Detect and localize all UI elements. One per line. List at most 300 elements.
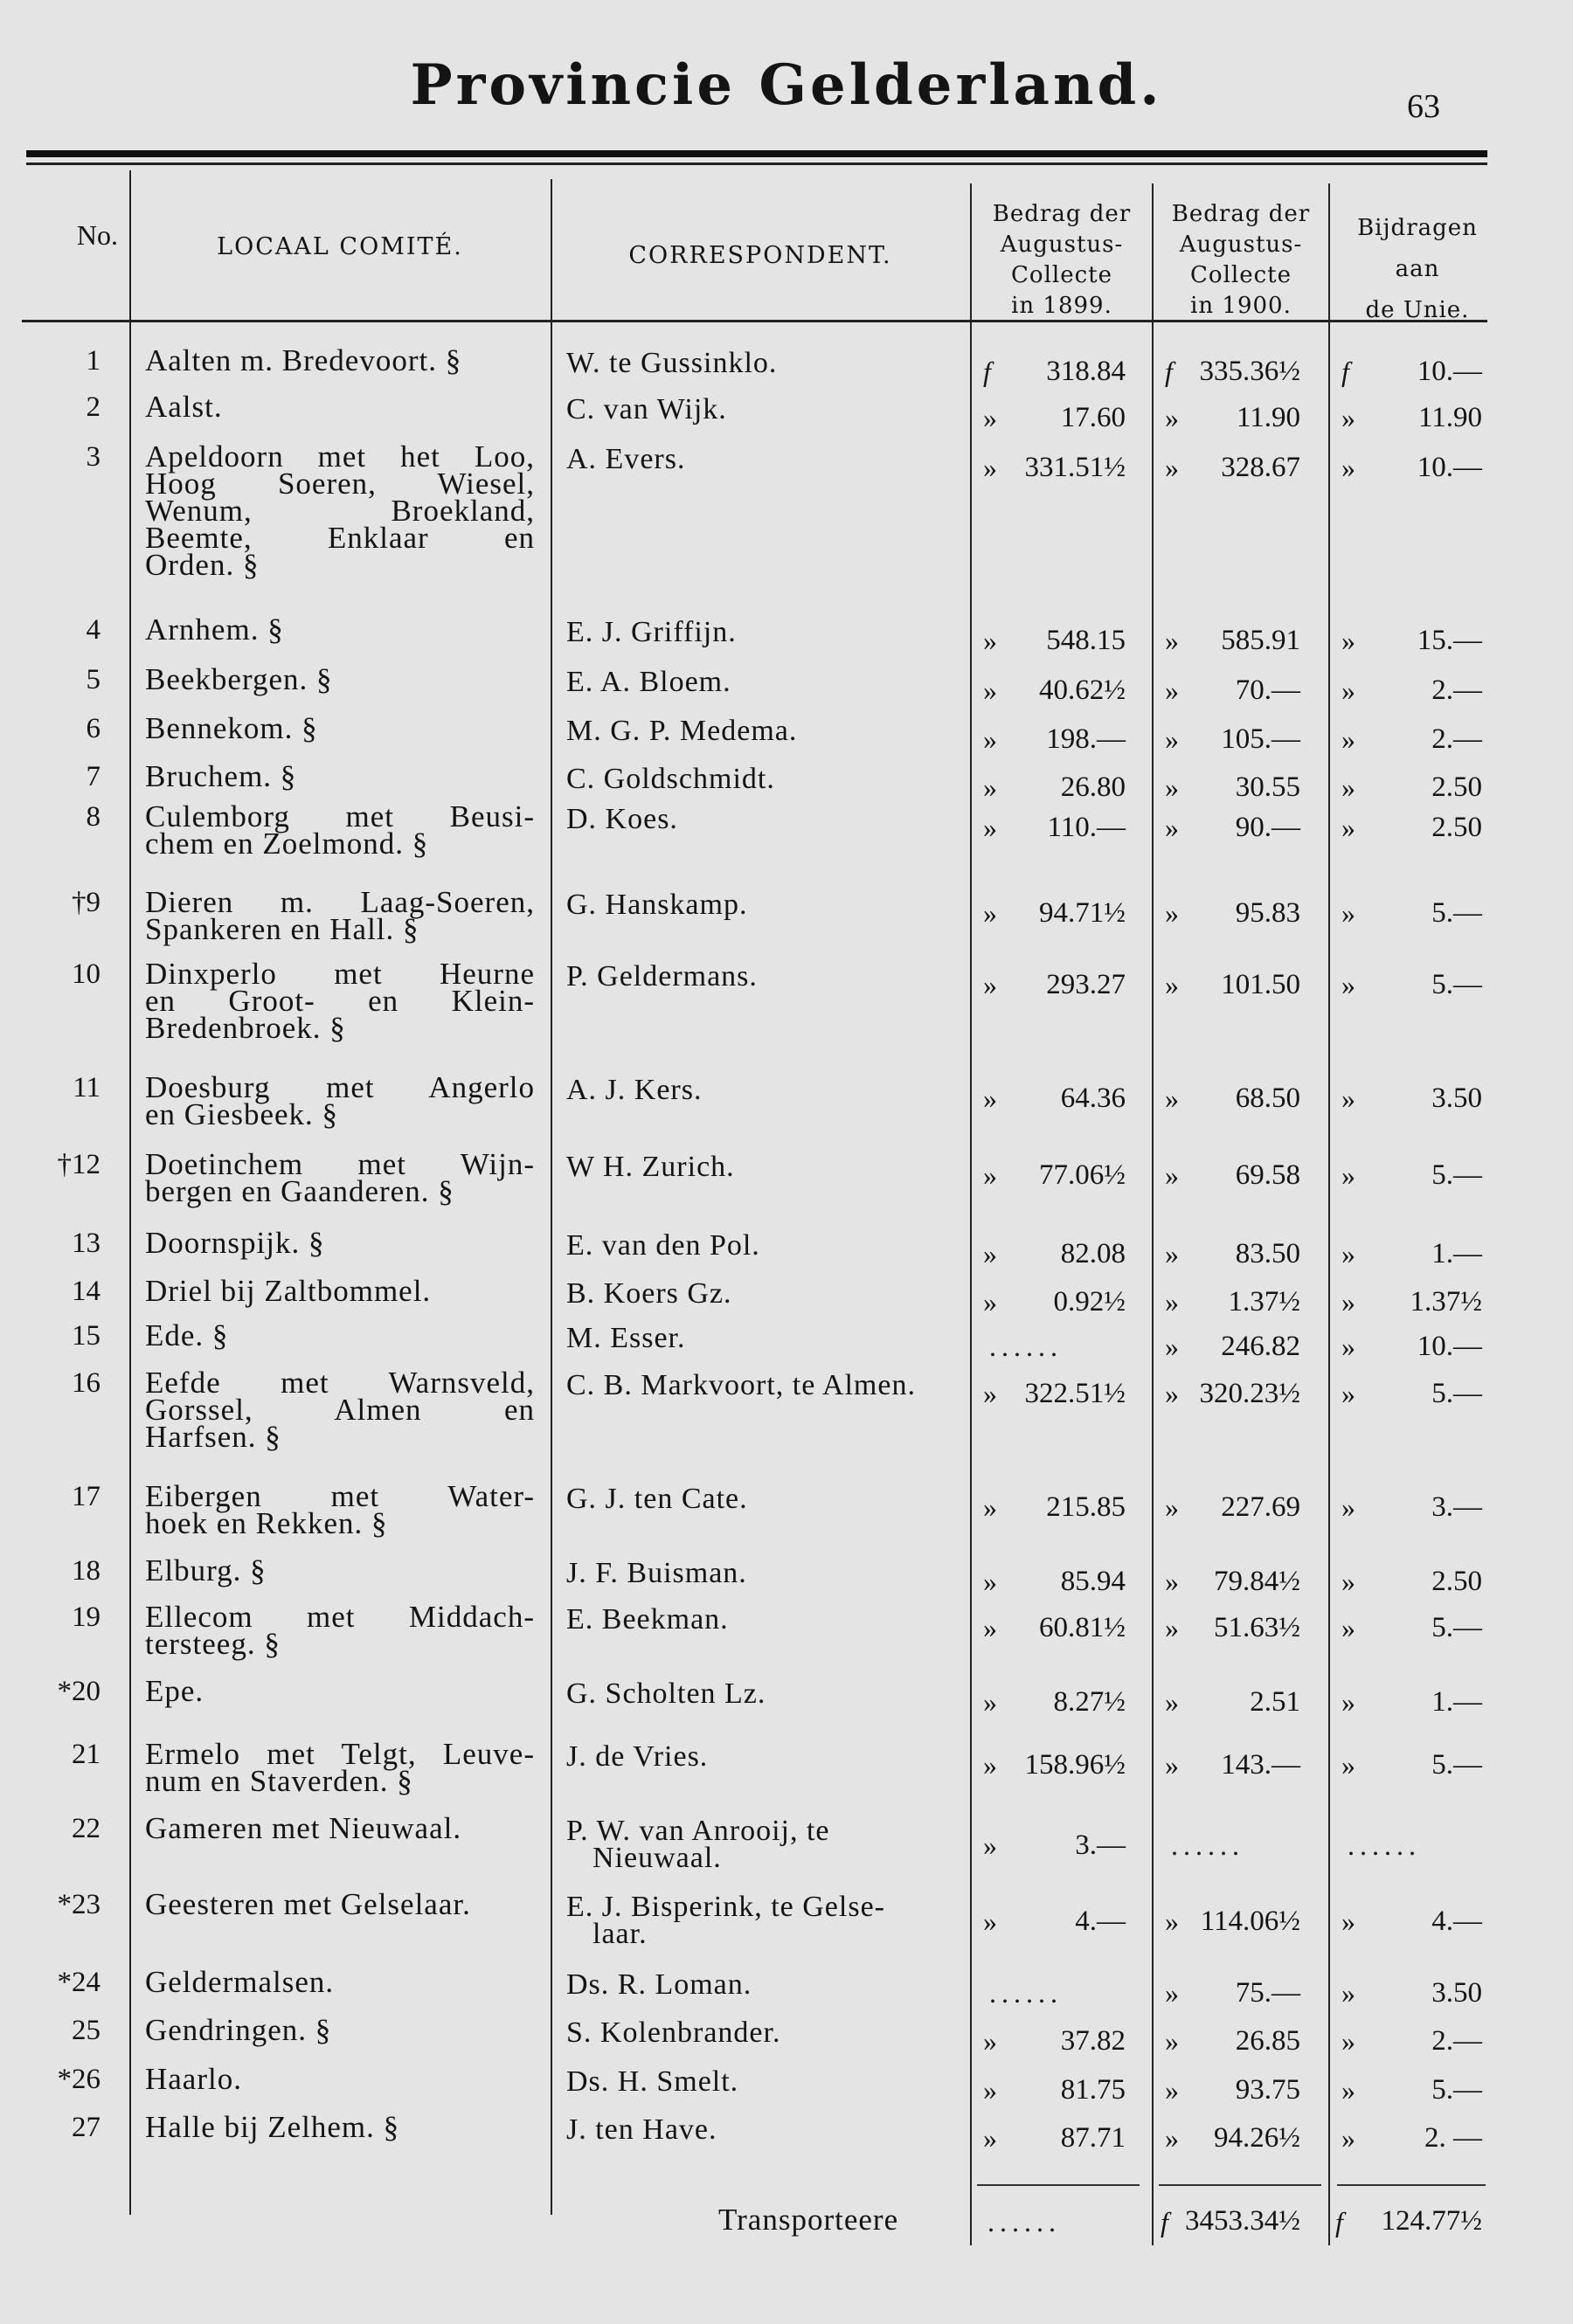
comite-line: Apeldoorn met het Loo, bbox=[145, 439, 535, 474]
currency-1900: » bbox=[1165, 625, 1179, 656]
row-number: 14 bbox=[72, 1276, 100, 1307]
comite-line: Culemborg met Beusi- bbox=[145, 799, 535, 833]
currency-1899: » bbox=[983, 1238, 997, 1269]
currency-unie: » bbox=[1341, 2122, 1355, 2154]
amount-unie: 5.— bbox=[1431, 1749, 1482, 1781]
correspondent-name bbox=[566, 715, 951, 747]
currency-1900: » bbox=[1165, 1906, 1179, 1937]
currency-unie: » bbox=[1341, 2074, 1355, 2106]
correspondent-name bbox=[566, 443, 951, 475]
correspondent-line: M. G. P. Medema. bbox=[566, 715, 798, 747]
amount-unie: 5.— bbox=[1431, 1378, 1482, 1409]
correspondent-line: E. Beekman. bbox=[566, 1603, 729, 1636]
correspondent-name bbox=[566, 2065, 951, 2098]
currency-1900: » bbox=[1165, 1378, 1179, 1409]
header-1900-line: in 1900. bbox=[1190, 293, 1292, 319]
currency-unie: » bbox=[1341, 625, 1355, 656]
currency-1900: » bbox=[1165, 1286, 1179, 1318]
comite-name bbox=[145, 1274, 535, 1308]
correspondent-line: E. van den Pol. bbox=[566, 1229, 760, 1262]
comite-name bbox=[145, 1965, 535, 1999]
comite-line: hoek en Rekken. § bbox=[145, 1506, 388, 1540]
amount-unie: 2.50 bbox=[1431, 771, 1482, 803]
comite-line: Epe. bbox=[145, 1674, 204, 1708]
amount-1899: 82.08 bbox=[1060, 1238, 1126, 1269]
amount-1900: ...... bbox=[1171, 1829, 1244, 1861]
amount-1899: 81.75 bbox=[1060, 2074, 1126, 2106]
comite-line: Halle bij Zelhem. § bbox=[145, 2110, 400, 2144]
transport-label: Transporteere bbox=[718, 2203, 899, 2237]
currency-1900: » bbox=[1165, 1159, 1179, 1191]
comite-name bbox=[145, 1600, 535, 1661]
column-divider bbox=[129, 170, 131, 2215]
correspondent-name bbox=[566, 1229, 951, 1262]
currency-unie: f bbox=[1341, 356, 1349, 387]
currency-unie: » bbox=[1341, 2025, 1355, 2057]
total-unie-currency: f bbox=[1335, 2206, 1343, 2238]
comite-line: Aalten m. Bredevoort. § bbox=[145, 343, 462, 377]
comite-name bbox=[145, 1147, 535, 1208]
comite-name bbox=[145, 612, 535, 647]
currency-1899: » bbox=[983, 1686, 997, 1718]
header-1899-line: Augustus- bbox=[1000, 232, 1124, 258]
currency-1900: » bbox=[1165, 2122, 1179, 2154]
currency-1899: » bbox=[983, 452, 997, 483]
row-number: *26 bbox=[57, 2064, 100, 2095]
row-number: †9 bbox=[72, 887, 100, 918]
amount-1900: 246.82 bbox=[1221, 1331, 1300, 1362]
row-number: 8 bbox=[86, 801, 100, 833]
comite-line: Spankeren en Hall. § bbox=[145, 912, 419, 946]
page-number: 63 bbox=[1407, 88, 1440, 125]
currency-1899: » bbox=[983, 1286, 997, 1318]
currency-unie: » bbox=[1341, 1331, 1355, 1362]
header-bijdragen-line: de Unie. bbox=[1365, 297, 1470, 323]
amount-unie: 3.— bbox=[1431, 1491, 1482, 1523]
currency-1899: » bbox=[983, 1829, 997, 1861]
currency-1900: » bbox=[1165, 402, 1179, 433]
currency-unie: » bbox=[1341, 897, 1355, 929]
amount-unie: 5.— bbox=[1431, 1612, 1482, 1643]
currency-1899: » bbox=[983, 969, 997, 1000]
correspondent-line: D. Koes. bbox=[566, 803, 678, 835]
currency-unie: » bbox=[1341, 452, 1355, 483]
amount-1899: 94.71½ bbox=[1039, 897, 1126, 929]
top-rule bbox=[26, 150, 1487, 157]
comite-name bbox=[145, 439, 535, 582]
comite-line: Harfsen. § bbox=[145, 1420, 281, 1454]
correspondent-name bbox=[566, 1891, 951, 1950]
correspondent-line: S. Kolenbrander. bbox=[566, 2016, 781, 2049]
currency-unie: » bbox=[1341, 1612, 1355, 1643]
correspondent-line: C. B. Markvoort, te Almen. bbox=[566, 1369, 916, 1401]
comite-name bbox=[145, 662, 535, 696]
amount-1899: ...... bbox=[989, 1977, 1063, 2009]
row-number: 3 bbox=[86, 441, 100, 473]
total-unie: 124.77½ bbox=[1381, 2205, 1482, 2237]
amount-1899: ...... bbox=[989, 1331, 1063, 1362]
comite-name bbox=[145, 711, 535, 745]
correspondent-line: M. Esser. bbox=[566, 1322, 686, 1354]
amount-1900: 83.50 bbox=[1235, 1238, 1300, 1269]
column-divider bbox=[1328, 183, 1330, 2245]
correspondent-name bbox=[566, 1677, 951, 1710]
amount-1899: 198.— bbox=[1046, 723, 1126, 755]
currency-1900: » bbox=[1165, 812, 1179, 843]
correspondent-line: E. A. Bloem. bbox=[566, 666, 731, 698]
correspondent-line: C. Goldschmidt. bbox=[566, 763, 775, 795]
amount-unie: 10.— bbox=[1417, 356, 1482, 387]
header-bijdragen-line: Bijdragen bbox=[1357, 215, 1478, 241]
correspondent-name bbox=[566, 889, 951, 921]
total-1900: 3453.34½ bbox=[1185, 2205, 1300, 2237]
comite-name bbox=[145, 2013, 535, 2047]
amount-unie: 11.90 bbox=[1417, 402, 1482, 433]
currency-unie: » bbox=[1341, 1286, 1355, 1318]
amount-unie: 2.— bbox=[1431, 723, 1482, 755]
amount-1900: 93.75 bbox=[1235, 2074, 1300, 2106]
comite-line: Bredenbroek. § bbox=[145, 1011, 346, 1045]
header-bijdragen bbox=[1330, 208, 1505, 331]
amount-unie: 5.— bbox=[1431, 969, 1482, 1000]
correspondent-line: G. Scholten Lz. bbox=[566, 1677, 766, 1710]
amount-unie: 2.50 bbox=[1431, 1566, 1482, 1597]
row-number: 6 bbox=[86, 713, 100, 744]
currency-1900: » bbox=[1165, 1238, 1179, 1269]
currency-unie: » bbox=[1341, 1749, 1355, 1781]
amount-1900: 26.85 bbox=[1235, 2025, 1300, 2057]
currency-1900: » bbox=[1165, 1331, 1179, 1362]
page-title: Provincie Gelderland. bbox=[410, 52, 1163, 118]
amount-1899: 87.71 bbox=[1060, 2122, 1126, 2154]
amount-1899: 110.— bbox=[1047, 812, 1126, 843]
amount-1900: 227.69 bbox=[1221, 1491, 1300, 1523]
currency-unie: » bbox=[1341, 402, 1355, 433]
correspondent-line: G. Hanskamp. bbox=[566, 889, 748, 921]
correspondent-line: Ds. H. Smelt. bbox=[566, 2065, 739, 2098]
amount-unie: ...... bbox=[1348, 1829, 1421, 1861]
total-1899: ...... bbox=[987, 2206, 1061, 2238]
comite-line: Eibergen met Water- bbox=[145, 1479, 535, 1513]
row-number: 21 bbox=[72, 1739, 100, 1770]
currency-1900: » bbox=[1165, 1082, 1179, 1114]
correspondent-line: Nieuwaal. bbox=[592, 1842, 722, 1874]
amount-1900: 114.06½ bbox=[1200, 1906, 1300, 1937]
correspondent-name bbox=[566, 393, 951, 425]
comite-line: Gameren met Nieuwaal. bbox=[145, 1811, 462, 1845]
correspondent-line: W. te Gussinklo. bbox=[566, 347, 778, 379]
header-comite: LOCAAL COMITÉ. bbox=[217, 233, 463, 260]
header-1899-line: Bedrag der bbox=[992, 201, 1132, 227]
amount-1899: 64.36 bbox=[1060, 1082, 1126, 1114]
currency-1899: » bbox=[983, 674, 997, 706]
comite-line: Arnhem. § bbox=[145, 612, 284, 647]
amount-unie: 2.— bbox=[1431, 2025, 1482, 2057]
comite-name bbox=[145, 1737, 535, 1798]
correspondent-line: A. Evers. bbox=[566, 443, 686, 475]
comite-name bbox=[145, 1479, 535, 1540]
amount-1899: 322.51½ bbox=[1024, 1378, 1126, 1409]
column-divider bbox=[970, 183, 972, 2245]
correspondent-name bbox=[566, 1557, 951, 1589]
comite-line: en Groot- en Klein- bbox=[145, 984, 535, 1018]
currency-unie: » bbox=[1341, 1378, 1355, 1409]
correspondent-name bbox=[566, 1968, 951, 2001]
header-correspondent: CORRESPONDENT. bbox=[628, 242, 892, 269]
amount-1899: 4.— bbox=[1075, 1906, 1126, 1937]
comite-line: Aalst. bbox=[145, 390, 223, 424]
comite-name bbox=[145, 957, 535, 1045]
correspondent-name bbox=[566, 349, 951, 377]
amount-1899: 60.81½ bbox=[1039, 1612, 1126, 1643]
amount-1900: 95.83 bbox=[1235, 897, 1300, 929]
currency-1899: » bbox=[983, 1491, 997, 1523]
currency-unie: » bbox=[1341, 1977, 1355, 2009]
row-number: *20 bbox=[57, 1676, 100, 1707]
currency-1899: » bbox=[983, 723, 997, 755]
currency-1900: » bbox=[1165, 1612, 1179, 1643]
comite-line: Doetinchem met Wijn- bbox=[145, 1147, 535, 1181]
correspondent-name bbox=[566, 2113, 951, 2146]
row-number: *24 bbox=[57, 1967, 100, 1998]
currency-1899: » bbox=[983, 812, 997, 843]
amount-1900: 90.— bbox=[1235, 812, 1300, 843]
currency-1899: » bbox=[983, 1906, 997, 1937]
header-1900-line: Collecte bbox=[1190, 262, 1292, 288]
correspondent-name bbox=[566, 1740, 951, 1773]
amount-1899: 158.96½ bbox=[1024, 1749, 1126, 1781]
amount-1899: 293.27 bbox=[1046, 969, 1126, 1000]
row-number: 22 bbox=[72, 1813, 100, 1844]
row-number: 10 bbox=[72, 958, 100, 990]
comite-name bbox=[145, 1887, 535, 1921]
currency-1899: » bbox=[983, 625, 997, 656]
total-rule-unie bbox=[1337, 2184, 1486, 2186]
comite-line: Geldermalsen. bbox=[145, 1965, 335, 1999]
comite-line: Eefde met Warnsveld, bbox=[145, 1366, 535, 1400]
currency-unie: » bbox=[1341, 1491, 1355, 1523]
correspondent-name bbox=[566, 1322, 951, 1354]
comite-line: bergen en Gaanderen. § bbox=[145, 1174, 454, 1208]
currency-1899: » bbox=[983, 2074, 997, 2106]
comite-name bbox=[145, 343, 535, 377]
correspondent-name bbox=[566, 1369, 951, 1401]
row-number: 13 bbox=[72, 1228, 100, 1259]
amount-1899: 331.51½ bbox=[1024, 452, 1126, 483]
amount-1900: 11.90 bbox=[1236, 402, 1300, 433]
amount-1900: 328.67 bbox=[1221, 452, 1300, 483]
amount-1900: 585.91 bbox=[1221, 625, 1300, 656]
correspondent-line: E. J. Griffijn. bbox=[566, 616, 737, 648]
currency-unie: » bbox=[1341, 674, 1355, 706]
row-number: 1 bbox=[86, 345, 100, 377]
correspondent-line: Ds. R. Loman. bbox=[566, 1968, 752, 2001]
comite-line: Bruchem. § bbox=[145, 759, 297, 793]
comite-line: tersteeg. § bbox=[145, 1627, 281, 1661]
amount-unie: 4.— bbox=[1431, 1906, 1482, 1937]
header-bijdragen-line: aan bbox=[1395, 256, 1440, 282]
comite-line: Bennekom. § bbox=[145, 711, 318, 745]
correspondent-name bbox=[566, 960, 951, 993]
amount-unie: 3.50 bbox=[1431, 1977, 1482, 2009]
currency-1900: » bbox=[1165, 969, 1179, 1000]
currency-1900: » bbox=[1165, 1749, 1179, 1781]
header-1899 bbox=[972, 199, 1152, 322]
comite-line: Dinxperlo met Heurne bbox=[145, 957, 535, 991]
currency-1900: » bbox=[1165, 2074, 1179, 2106]
row-number: 15 bbox=[72, 1320, 100, 1352]
amount-1900: 79.84½ bbox=[1214, 1566, 1300, 1597]
row-number: 19 bbox=[72, 1601, 100, 1633]
currency-1899: » bbox=[983, 1159, 997, 1191]
comite-line: Gorssel, Almen en bbox=[145, 1393, 535, 1427]
row-number: 27 bbox=[72, 2112, 100, 2143]
amount-1900: 70.— bbox=[1235, 674, 1300, 706]
comite-name bbox=[145, 885, 535, 946]
amount-1900: 75.— bbox=[1235, 1977, 1300, 2009]
correspondent-name bbox=[566, 1277, 951, 1310]
amount-1900: 30.55 bbox=[1235, 771, 1300, 803]
header-1899-line: in 1899. bbox=[1011, 293, 1112, 319]
correspondent-line: W H. Zurich. bbox=[566, 1151, 735, 1183]
header-1900-line: Augustus- bbox=[1179, 232, 1303, 258]
row-number: 7 bbox=[86, 761, 100, 792]
currency-1899: » bbox=[983, 2025, 997, 2057]
comite-line: Dieren m. Laag-Soeren, bbox=[145, 885, 535, 919]
top-rule-thin bbox=[26, 163, 1487, 165]
amount-unie: 2.— bbox=[1431, 674, 1482, 706]
currency-1900: f bbox=[1165, 356, 1173, 387]
currency-unie: » bbox=[1341, 1686, 1355, 1718]
amount-1900: 69.58 bbox=[1235, 1159, 1300, 1191]
currency-1899: » bbox=[983, 1378, 997, 1409]
comite-line: Geesteren met Gelselaar. bbox=[145, 1887, 471, 1921]
correspondent-name bbox=[566, 666, 951, 698]
amount-1900: 2.51 bbox=[1250, 1686, 1300, 1718]
comite-name bbox=[145, 1226, 535, 1260]
comite-line: Doornspijk. § bbox=[145, 1226, 325, 1260]
correspondent-line: P. W. van Anrooij, te bbox=[566, 1815, 830, 1847]
currency-1899: » bbox=[983, 1082, 997, 1114]
correspondent-name bbox=[566, 803, 951, 835]
comite-line: Beekbergen. § bbox=[145, 662, 333, 696]
comite-name bbox=[145, 2062, 535, 2096]
comite-line: num en Staverden. § bbox=[145, 1764, 413, 1798]
amount-unie: 2. — bbox=[1424, 2122, 1482, 2154]
amount-unie: 15.— bbox=[1417, 625, 1482, 656]
comite-line: Ellecom met Middach- bbox=[145, 1600, 535, 1634]
currency-unie: » bbox=[1341, 1566, 1355, 1597]
amount-unie: 1.— bbox=[1431, 1238, 1482, 1269]
currency-1900: » bbox=[1165, 897, 1179, 929]
comite-line: Ede. § bbox=[145, 1318, 229, 1352]
correspondent-line: laar. bbox=[592, 1918, 648, 1950]
amount-unie: 5.— bbox=[1431, 1159, 1482, 1191]
correspondent-line: J. F. Buisman. bbox=[566, 1557, 747, 1589]
comite-line: Driel bij Zaltbommel. bbox=[145, 1274, 432, 1308]
currency-1899: f bbox=[983, 356, 991, 387]
correspondent-name bbox=[566, 1483, 951, 1515]
comite-name bbox=[145, 390, 535, 424]
currency-1899: » bbox=[983, 402, 997, 433]
comite-name bbox=[145, 1553, 535, 1587]
currency-unie: » bbox=[1341, 1906, 1355, 1937]
amount-unie: 3.50 bbox=[1431, 1082, 1482, 1114]
currency-1899: » bbox=[983, 1612, 997, 1643]
amount-unie: 10.— bbox=[1417, 452, 1482, 483]
correspondent-line: J. de Vries. bbox=[566, 1740, 709, 1773]
correspondent-name bbox=[566, 616, 951, 648]
amount-unie: 1.— bbox=[1431, 1686, 1482, 1718]
header-1899-line: Collecte bbox=[1011, 262, 1112, 288]
row-number: 4 bbox=[86, 614, 100, 646]
currency-unie: » bbox=[1341, 1238, 1355, 1269]
row-number: 25 bbox=[72, 2015, 100, 2046]
currency-unie: » bbox=[1341, 969, 1355, 1000]
amount-1899: 37.82 bbox=[1060, 2025, 1126, 2057]
correspondent-name bbox=[566, 1603, 951, 1636]
currency-1900: » bbox=[1165, 1566, 1179, 1597]
correspondent-name bbox=[566, 763, 951, 795]
header-no: No. bbox=[76, 219, 118, 251]
amount-1900: 101.50 bbox=[1221, 969, 1300, 1000]
correspondent-line: G. J. ten Cate. bbox=[566, 1483, 748, 1515]
currency-1900: » bbox=[1165, 674, 1179, 706]
amount-1900: 105.— bbox=[1221, 723, 1300, 755]
row-number: 16 bbox=[72, 1367, 100, 1399]
amount-unie: 5.— bbox=[1431, 2074, 1482, 2106]
row-number: *23 bbox=[57, 1889, 100, 1920]
amount-1900: 335.36½ bbox=[1199, 356, 1300, 387]
comite-name bbox=[145, 1674, 535, 1708]
comite-name bbox=[145, 1318, 535, 1352]
comite-line: Gendringen. § bbox=[145, 2013, 332, 2047]
comite-line: Wenum, Broekland, bbox=[145, 494, 535, 528]
correspondent-line: J. ten Have. bbox=[566, 2113, 717, 2146]
amount-1899: 8.27½ bbox=[1053, 1686, 1126, 1718]
total-1900-currency: f bbox=[1161, 2206, 1168, 2238]
currency-1899: » bbox=[983, 1749, 997, 1781]
correspondent-line: E. J. Bisperink, te Gelse- bbox=[566, 1891, 885, 1923]
correspondent-line: B. Koers Gz. bbox=[566, 1277, 732, 1310]
amount-unie: 1.37½ bbox=[1410, 1286, 1482, 1318]
amount-1899: 26.80 bbox=[1060, 771, 1126, 803]
currency-1899: » bbox=[983, 897, 997, 929]
row-number: 11 bbox=[73, 1072, 100, 1103]
currency-1900: » bbox=[1165, 1686, 1179, 1718]
amount-1899: 3.— bbox=[1075, 1829, 1126, 1861]
row-number: †12 bbox=[57, 1149, 100, 1180]
amount-1899: 548.15 bbox=[1046, 625, 1126, 656]
currency-1900: » bbox=[1165, 1977, 1179, 2009]
comite-name bbox=[145, 799, 535, 861]
amount-1899: 17.60 bbox=[1060, 402, 1126, 433]
column-divider bbox=[551, 179, 552, 2215]
currency-1900: » bbox=[1165, 723, 1179, 755]
row-number: 17 bbox=[72, 1481, 100, 1512]
comite-name bbox=[145, 1366, 535, 1454]
comite-name bbox=[145, 1070, 535, 1131]
correspondent-line: C. van Wijk. bbox=[566, 393, 727, 425]
comite-name bbox=[145, 1811, 535, 1845]
currency-1900: » bbox=[1165, 771, 1179, 803]
comite-line: chem en Zoelmond. § bbox=[145, 827, 429, 861]
amount-1899: 318.84 bbox=[1046, 356, 1126, 387]
amount-unie: 5.— bbox=[1431, 897, 1482, 929]
row-number: 18 bbox=[72, 1555, 100, 1587]
comite-line: Haarlo. bbox=[145, 2062, 242, 2096]
amount-1899: 0.92½ bbox=[1053, 1286, 1126, 1318]
